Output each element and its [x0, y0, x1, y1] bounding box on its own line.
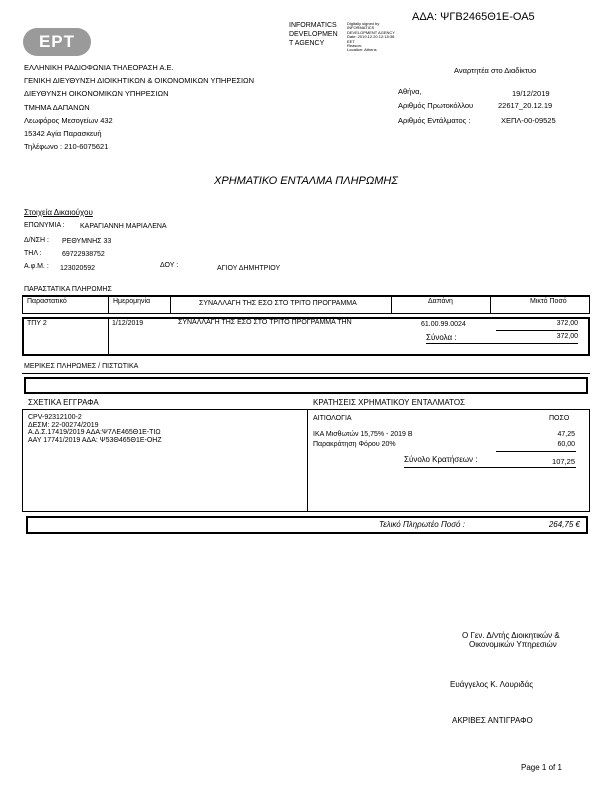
divider — [391, 296, 392, 314]
divider — [307, 409, 308, 512]
deduction-amount: 60,00 — [557, 441, 575, 448]
deductions-heading: ΚΡΑΤΗΣΕΙΣ ΧΡΗΜΑΤΙΚΟΥ ΕΝΤΑΛΜΑΤΟΣ — [313, 398, 465, 407]
partial-heading: ΜΕΡΙΚΕΣ ΠΛΗΡΩΜΕΣ / ΠΙΣΤΩΤΙΚΑ — [24, 363, 139, 370]
athens-label: Αθήνα, — [398, 87, 422, 96]
signatory-role: Οικονομικών Υπηρεσιών — [469, 640, 557, 649]
related-line: Α.Δ.Σ.17419/2019 ΑΔΑ:Ψ7ΛΕ465Θ1Ε-ΤΙΩ — [28, 429, 161, 437]
sig-line: EET — [347, 38, 355, 44]
page-number: Page 1 of 1 — [521, 763, 562, 772]
signatory-name: Ευάγγελος Κ. Λουριδάς — [450, 680, 534, 689]
divider — [496, 451, 576, 452]
org-line: Τηλέφωνο : 210-6075621 — [24, 142, 109, 152]
deduction-amount: 47,25 — [557, 431, 575, 438]
beneficiary-heading: Στοιχεία Δικαιούχου — [24, 208, 93, 217]
related-line: ΑΑΥ 17741/2019 ΑΔΑ: Ψ53Θ465Θ1Ε-ΟΗΖ — [28, 436, 162, 444]
doy-label: ΔΟΥ : — [160, 262, 179, 269]
related-line: CPV-92312100-2 — [28, 414, 82, 421]
divider — [496, 330, 578, 331]
digital-signature-details — [347, 22, 395, 53]
documents-heading: ΠΑΡΑΣΤΑΤΙΚΑ ΠΛΗΡΩΜΗΣ — [24, 286, 112, 293]
sig-line: Reason: — [347, 43, 362, 49]
athens-date: 19/12/2019 — [512, 89, 550, 98]
order-number: ΧΕΠΛ-00-09525 — [501, 116, 556, 125]
ert-logo: ΕΡΤ — [23, 28, 91, 56]
ida-line: DEVELOPMEN — [289, 31, 338, 38]
col-description: ΣΥΝΑΛΛΑΓΗ ΤΗΣ ΕΣΟ ΣΤΟ ΤΡΙΤΟ ΠΡΟΓΡΑΜΜΑ — [199, 300, 357, 307]
divider — [22, 373, 590, 374]
divider — [108, 319, 109, 354]
final-label: Τελικό Πληρωτέο Ποσό : — [379, 520, 465, 529]
col-expense: Δαπάνη — [428, 298, 453, 305]
protocol-label: Αριθμός Πρωτοκόλλου — [398, 101, 474, 110]
doc-date: 1/12/2019 — [112, 320, 144, 327]
phone-value: 69722938752 — [62, 251, 105, 258]
divider — [490, 296, 491, 314]
org-line: ΔΙΕΥΘΥΝΣΗ ΟΙΚΟΝΟΜΙΚΩΝ ΥΠΗΡΕΣΙΩΝ — [24, 89, 169, 99]
certified-copy: ΑΚΡΙΒΕΣ ΑΝΤΙΓΡΑΦΟ — [452, 716, 533, 725]
divider — [170, 296, 171, 314]
org-line: ΤΜΗΜΑ ΔΑΠΑΝΩΝ — [24, 102, 90, 112]
name-value: ΚΑΡΑΓΙΑΝΝΗ ΜΑΡΙΑΛΕΝΑ — [80, 223, 167, 230]
org-line: ΓΕΝΙΚΗ ΔΙΕΥΘΥΝΣΗ ΔΙΟΙΚΗΤΙΚΩΝ & ΟΙΚΟΝΟΜΙΚΩΝ ΥΠΗΡΕΣΙΩΝ — [24, 76, 255, 86]
deduction-reason: Παρακράτηση Φόρου 20% — [313, 441, 396, 448]
deductions-total-value: 107,25 — [552, 457, 575, 466]
sig-line: Date: 2019.12.20 12:15:38 — [347, 34, 395, 40]
protocol-number: 22617_20.12.19 — [498, 101, 553, 110]
doc-description: ΣΥΝΑΛΛΑΓΗ ΤΗΣ ΕΣΟ ΣΤΟ ΤΡΙΤΟ ΠΡΟΓΡΑΜΜΑ ΤΗΝ — [178, 319, 352, 326]
organization-block — [24, 61, 254, 153]
col-date: Ημερομηνία — [113, 298, 151, 305]
ida-line: INFORMATICS — [289, 22, 337, 29]
related-line: ΔΕΣΜ: 22-00274/2019 — [28, 421, 99, 429]
afm-label: Α.φ.Μ. : — [24, 263, 49, 270]
sig-line: Digitally signed by — [347, 21, 380, 26]
col-reason: ΑΙΤΙΟΛΟΓΙΑ — [313, 415, 352, 422]
org-line: 15342 Αγία Παρασκευή — [24, 129, 102, 139]
related-documents — [28, 414, 162, 444]
sig-line: INFORMATICS — [347, 25, 375, 31]
divider — [404, 467, 576, 468]
doc-number: ΤΠΥ 2 — [27, 320, 47, 327]
sig-line: DEVELOPMENT AGENCY — [347, 29, 395, 35]
deduction-reason: ΙΚΑ Μισθωτών 15,75% - 2019 Β — [313, 431, 413, 438]
col-amount: Μικτό Ποσό — [530, 298, 567, 305]
related-heading: ΣΧΕΤΙΚΑ ΕΓΓΡΑΦΑ — [28, 398, 99, 407]
ida-line: T AGENCY — [289, 40, 325, 47]
name-label: ΕΠΩΝΥΜΙΑ : — [24, 222, 65, 229]
deductions-total-label: Σύνολο Κρατήσεων : — [404, 455, 478, 464]
address-value: ΡΕΘΥΜΝΗΣ 33 — [62, 238, 112, 245]
address-label: Δ/ΝΣΗ : — [24, 237, 49, 244]
col-doc: Παραστατικό — [27, 298, 67, 305]
documents-total-label: Σύνολα : — [426, 333, 457, 342]
posted-note: Αναρτητέα στο Διαδίκτυο — [454, 66, 537, 75]
doy-value: ΑΓΙΟΥ ΔΗΜΗΤΡΙΟΥ — [217, 265, 281, 272]
final-value: 264,75 € — [548, 520, 580, 529]
ada-code: ΑΔΑ: ΨΓΒ2465Θ1Ε-ΟΑ5 — [412, 11, 535, 23]
org-line: ΕΛΛΗΝΙΚΗ ΡΑΔΙΟΦΩΝΙΑ ΤΗΛΕΟΡΑΣΗ Α.Ε. — [24, 63, 174, 72]
org-line: Λεωφόρος Μεσογείων 432 — [24, 115, 113, 125]
afm-value: 123020592 — [60, 265, 96, 272]
col-amount-deductions: ΠΟΣΟ — [549, 415, 570, 422]
ida-signature-label — [289, 21, 338, 48]
divider — [108, 296, 109, 314]
doc-expense: 61.00.99.0024 — [421, 321, 466, 328]
order-label: Αριθμός Εντάλματος : — [398, 116, 471, 125]
divider — [426, 343, 578, 344]
phone-label: ΤΗΛ : — [24, 250, 42, 257]
doc-amount: 372,00 — [556, 320, 578, 327]
partial-payments-box — [24, 377, 588, 394]
page-title: ΧΡΗΜΑΤΙΚΟ ΕΝΤΑΛΜΑ ΠΛΗΡΩΜΗΣ — [214, 175, 398, 187]
signatory-role: Ο Γεν. Δ/ντής Διοικητικών & — [462, 631, 560, 640]
sig-line: Location: Athens — [347, 47, 377, 53]
documents-total-value: 372,00 — [556, 333, 578, 340]
